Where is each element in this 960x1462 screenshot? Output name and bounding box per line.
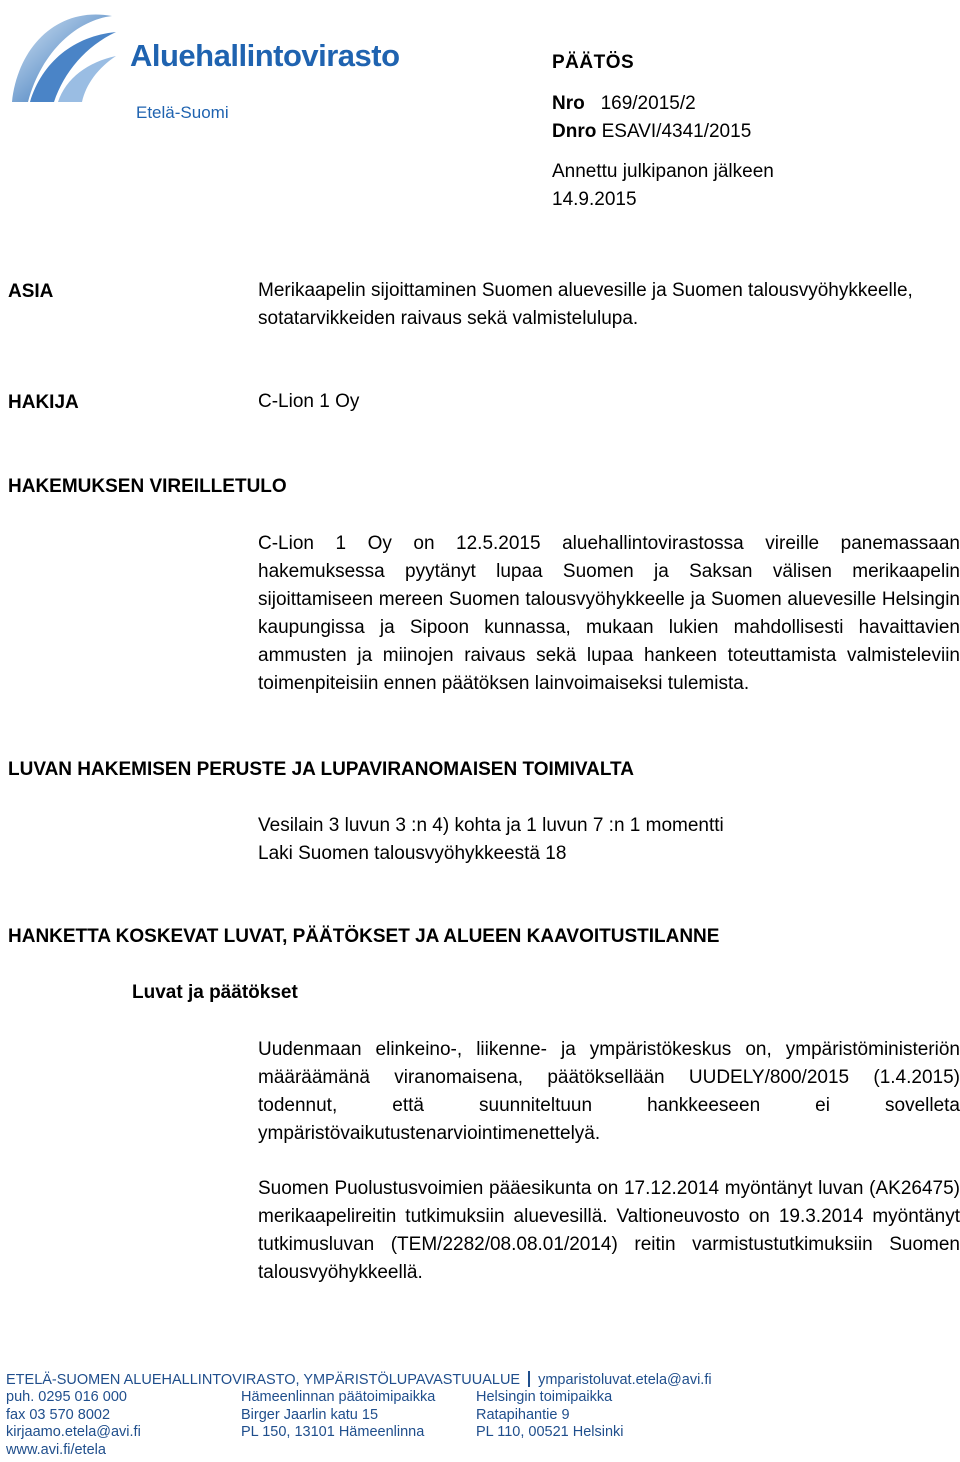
footer-hameenlinna-column: [241, 1389, 435, 1442]
peruste-line-2: [258, 840, 960, 868]
peruste-heading: LUVAN HAKEMISEN PERUSTE JA LUPAVIRANOMAISEN TOIMIVALTA: [8, 759, 634, 780]
footer-hki-street: Ratapihantie 9: [476, 1406, 570, 1423]
footer-helsinki-column: [476, 1389, 624, 1442]
footer-fax: fax 03 570 8002: [6, 1406, 111, 1423]
dnro-value: ESAVI/4341/2015: [601, 121, 752, 142]
footer-org-line: [6, 1371, 712, 1390]
footer-phone: puh. 0295 016 000: [6, 1389, 127, 1405]
vireilletulo-text: C-Lion 1 Oy on 12.5.2015 aluehallintovirastossa vireille panemassaan hakemuksessa pyytänyt lupaa Suomen ja Saksan välisen merikaapelin sijoittamiseen mereen Suomen talousvyöhykkeelle ja Suomen aluevesille Helsingin kaupungissa ja Sipoon kunnassa, mukaan lukien mahdollisesti havaittavien ammusten ja miinojen raivaus sekä lupaa hankeen toteuttamista valmisteleviin toimenpiteisiin ennen päätöksen lainvoimaiseksi tulemista.: [258, 533, 960, 694]
footer-divider: [528, 1371, 530, 1387]
peruste-line-1-text: Vesilain 3 luvun 3 :n 4) kohta ja 1 luvun 7 :n 1 momentti: [258, 815, 724, 836]
document-type: PÄÄTÖS: [552, 52, 635, 73]
footer-hki-title: Helsingin toimipaikka: [476, 1389, 613, 1405]
footer-contact-column: [6, 1389, 141, 1459]
luvat-paragraph-1: Uudenmaan elinkeino-, liikenne- ja ympäristökeskus on, ympäristöministeriön määräämänä viranomaisena, päätöksellään UUDELY/800/2015 (1.4.2015) todennut, että suunniteltuun hankkeeseen ei sovelleta ympäristövaikutustenarviointimenettelyä.: [258, 1039, 960, 1144]
footer-org-name: ETELÄ-SUOMEN ALUEHALLINTOVIRASTO, YMPÄRISTÖLUPAVASTUUALUE: [6, 1372, 521, 1388]
org-name: Aluehallintovirasto: [130, 38, 400, 73]
issued-text: Annettu julkipanon jälkeen: [552, 161, 774, 182]
decision-number: [552, 90, 696, 118]
region-name: Etelä-Suomi: [136, 103, 229, 122]
agency-logo-icon: [8, 6, 120, 106]
hakija-text: C-Lion 1 Oy: [258, 391, 360, 412]
footer-hml-postal: PL 150, 13101 Hämeenlinna: [241, 1424, 425, 1440]
footer-email-top[interactable]: ymparistoluvat.etela@avi.fi: [538, 1372, 712, 1388]
footer-hml-street: Birger Jaarlin katu 15: [241, 1406, 379, 1423]
luvat-heading: HANKETTA KOSKEVAT LUVAT, PÄÄTÖKSET JA ALUEEN KAAVOITUSTILANNE: [8, 926, 720, 947]
vireilletulo-heading: HAKEMUKSEN VIREILLETULO: [8, 476, 287, 497]
peruste-line-1: [258, 812, 960, 840]
footer-hki-postal: PL 110, 00521 Helsinki: [476, 1424, 624, 1440]
asia-text: Merikaapelin sijoittaminen Suomen aluevesille ja Suomen talousvyöhykkeelle, sotatarvikkeiden raivaus sekä valmistelulupa.: [258, 280, 913, 329]
diary-number: [552, 118, 751, 146]
nro-value: 169/2015/2: [600, 93, 696, 114]
footer-hml-title: Hämeenlinnan päätoimipaikka: [241, 1389, 436, 1405]
dnro-label: Dnro: [552, 121, 597, 142]
footer-website[interactable]: www.avi.fi/etela: [6, 1441, 106, 1458]
footer-email[interactable]: kirjaamo.etela@avi.fi: [6, 1424, 141, 1440]
asia-label: ASIA: [8, 281, 54, 302]
peruste-line-2-text: Laki Suomen talousvyöhykkeestä 18: [258, 843, 567, 864]
nro-label: Nro: [552, 93, 585, 114]
luvat-paragraph-2: Suomen Puolustusvoimien pääesikunta on 17.12.2014 myöntänyt luvan (AK26475) merikaapelireitin tutkimuksiin aluevesillä. Valtioneuvosto on 19.3.2014 myöntänyt tutkimusluvan (TEM/2282/08.08.01/2014) reitin varmistustutkimuksiin Suomen talousvyöhykkeellä.: [258, 1178, 960, 1283]
luvat-subheading: Luvat ja päätökset: [132, 982, 298, 1003]
issued-date: 14.9.2015: [552, 189, 637, 210]
hakija-label: HAKIJA: [8, 392, 79, 413]
